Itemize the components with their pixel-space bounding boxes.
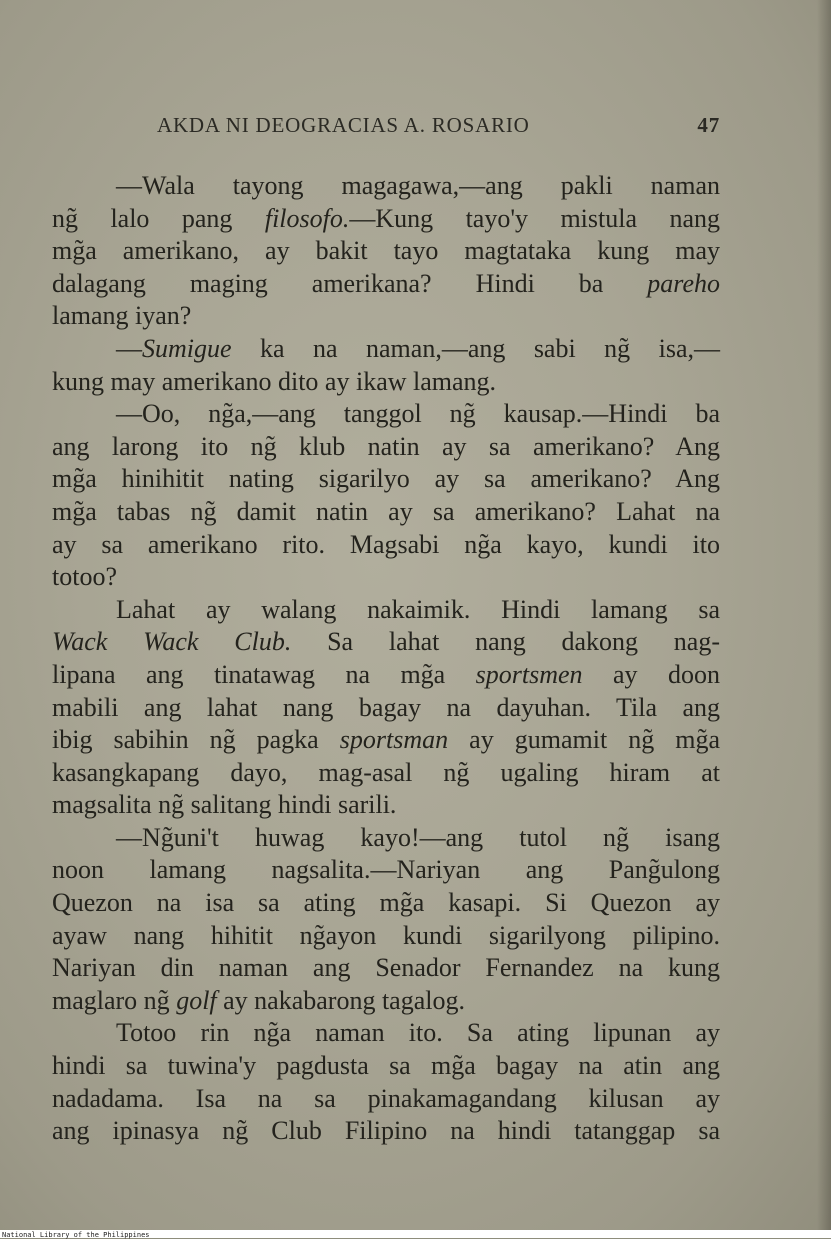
text-line: maglaro ng̃ golf ay nakabarong tagalog. [52,985,465,1015]
text-line: dalagang maging amerikana? Hindi ba pareho [52,268,720,298]
text-line: ibig sabihin ng̃ pagka sportsman ay gumamit ng̃ mg̃a [52,725,720,755]
running-header-title: AKDA NI DEOGRACIAS A. ROSARIO [157,113,530,137]
text-line: —Wala tayong magagawa,—ang pakli naman [116,171,720,200]
text-line: Lahat ay walang nakaimik. Hindi lamang sa [116,594,720,624]
text-line: totoo? [52,562,117,592]
text-line: noon lamang nagsalita.—Nariyan ang Pang̃ulong [52,855,720,885]
text-line: ng̃ lalo pang filosofo.—Kung tayo'y mistula nang [52,203,720,233]
text-line: Quezon na isa sa ating mg̃a kasapi. Si Quezon ay [52,888,720,918]
text-line: mg̃a amerikano, ay bakit tayo magtataka kung may [52,236,720,266]
text-line: —Oo, ng̃a,—ang tanggol ng̃ kausap.—Hindi ba [116,399,720,429]
text-line: ang larong ito ng̃ klub natin ay sa amerikano? Ang [52,431,720,461]
text-line: ang ipinasya ng̃ Club Filipino na hindi tatanggap sa [52,1116,720,1146]
text-line: mg̃a tabas ng̃ damit natin ay sa amerikano? Lahat na [52,496,720,526]
text-line: Wack Wack Club. Sa lahat nang dakong nag- [52,627,720,657]
text-line: Totoo rin ng̃a naman ito. Sa ating lipunan ay [116,1018,720,1048]
text-line: ay sa amerikano rito. Magsabi ng̃a kayo, kundi ito [52,529,720,559]
text-line: lipana ang tinatawag na mg̃a sportsmen ay doon [52,659,720,689]
text-line: nadadama. Isa na sa pinakamagandang kilusan ay [52,1083,720,1113]
text-line: lamang iyan? [52,301,192,331]
text-line: kasangkapang dayo, mag-asal ng̃ ugaling hiram at [52,757,720,787]
text-line: —Ng̃uni't huwag kayo!—ang tutol ng̃ isang [116,822,720,852]
text-line: mg̃a hinihitit nating sigarilyo ay sa amerikano? Ang [52,464,720,494]
text-line: mabili ang lahat nang bagay na dayuhan. Tila ang [52,692,720,722]
text-line: ayaw nang hihitit ng̃ayon kundi sigarilyong pilipino. [52,920,720,950]
text-line: Nariyan din naman ang Senador Fernandez na kung [52,953,720,983]
footer-credit: National Library of the Philippines [2,1231,150,1239]
text-line: —Sumigue ka na naman,—ang sabi ng̃ isa,— [116,333,720,363]
text-line: kung may amerikano dito ay ikaw lamang. [52,366,497,396]
body-text [52,170,720,1148]
text-line: hindi sa tuwina'y pagdusta sa mg̃a bagay na atin ang [52,1051,720,1081]
page-edge-shadow [817,0,831,1230]
page-number: 47 [697,113,720,137]
text-line: magsalita ng̃ salitang hindi sarili. [52,790,397,820]
